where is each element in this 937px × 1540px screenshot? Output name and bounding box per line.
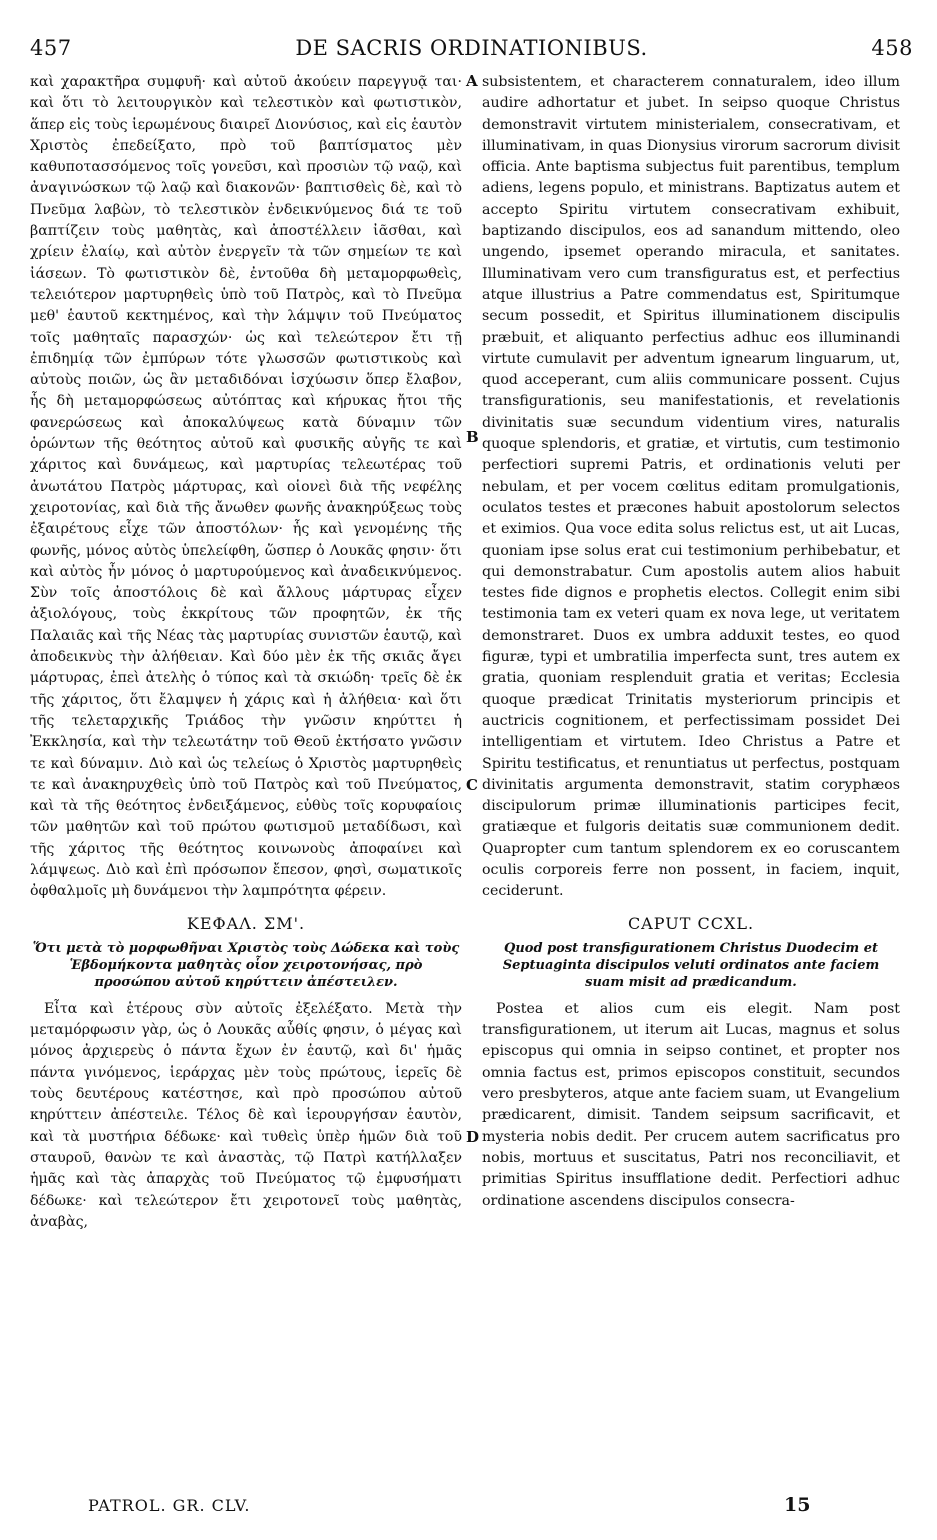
margin-marker-a: A (466, 72, 478, 90)
margin-marker-b: B (466, 428, 479, 446)
greek-chapter-summary: Ὅτι μετὰ τὸ μορφωθῆναι Χριστὸς τοὺς Δώδεκα καὶ τοὺς Ἑβδομήκοντα μαθητὰς οἷον χειροτονήσας, πρὸ προσώπου αὐτοῦ κηρύττειν ἀπέστειλεν. (32, 940, 460, 990)
margin-marker-c: C (466, 776, 478, 794)
greek-paragraph-2: Εἶτα καὶ ἑτέρους σὺν αὐτοῖς ἐξελέξατο. Μετὰ τὴν μεταμόρφωσιν γὰρ, ὡς ὁ Λουκᾶς αὖθίς φησιν, ὁ μέγας καὶ μόνος ἀρχιερεὺς ὁ πάντα ἔχων ἐν ἑαυτῷ, καὶ δι' ἡμᾶς πάντα γινόμενος, ἱεράρχας μὲν τοὺς πρώτους, ἱερεῖς δὲ τοὺς δευτέρους κατέστησε, καὶ πρὸ προσώπου αὐτοῦ κηρύττειν ἀπέστειλε. Τέλος δὲ καὶ ἱερουργήσαν ἑαυτὸν, καὶ τὰ μυστήρια δέδωκε· καὶ τυθεὶς ὑπὲρ ἡμῶν διὰ τοῦ σταυροῦ, θανὼν τε καὶ ἀναστὰς, τῷ Πατρὶ κατήλλαξεν ἡμᾶς καὶ τὰς ἀπαρχὰς τοῦ Πνεύματος τῷ ἐμφυσήματι δέδωκε· καὶ τελεώτερον ἔτι χειροτονεῖ τοὺς μαθητὰς, ἀναβὰς, (30, 1000, 462, 1230)
latin-paragraph-2: Postea et alios cum eis elegit. Nam post transfigurationem, ut iterum ait Lucas, magnus et solus episcopus qui omnia in seipso continet, et propter nos omnia factus est, primos episcopos constituit, secundos vero presbyteros, atque ante faciem suam, ut Evangelium prædicarent, dimisit. Tandem seipsum sacrificavit, et mysteria nobis dedit. Per crucem autem sacrificatus pro nobis, mortuus et suscitatus, Patri nos reconciliavit, et primitias Spiritus insufflatione dedit. Perfectiori adhuc ordinatione ascendens discipulos consecra- (482, 1000, 900, 1209)
greek-column (30, 72, 462, 1233)
margin-marker-d: D (466, 1128, 480, 1146)
greek-paragraph-1: καὶ χαρακτῆρα συμφυῆ· καὶ αὐτοῦ ἀκούειν παρεγγυᾷ ται· καὶ ὅτι τὸ λειτουργικὸν καὶ τελεστικὸν καὶ φωτιστικὸν, ἅπερ εἰς τοὺς ἱερωμένους διαιρεῖ Διονύσιος, καὶ εἰς ἑαυτὸν Χριστὸς ἐπεδείξατο, πρὸ τοῦ βαπτίσματος μὲν καθυποτασσόμενος τοῖς γονεῦσι, καὶ προσιὼν τῷ ναῷ, καὶ ἀναγινώσκων τῷ λαῷ καὶ διακονῶν· βαπτισθεὶς δὲ, καὶ τὸ Πνεῦμα λαβὼν, τὸ τελεστικὸν ἐνδεικνύμενος διά τε τοῦ βαπτίζειν τοὺς μαθητὰς, καὶ ἀποστέλλειν ἰᾶσθαι, καὶ χρίειν ἐλαίῳ, καὶ αὐτὸν ἐνεργεῖν τὰ τῶν σημείων τε καὶ ἰάσεων. Τὸ φωτιστικὸν δὲ, ἐντοῦθα δὴ μεταμορφωθεὶς, τελειότερον μαρτυρηθεὶς ὑπὸ τοῦ Πατρὸς, καὶ τὸ Πνεῦμα μεθ' ἑαυτοῦ κεκτημένος, καὶ τὴν λάμψιν τοῦ Πνεύματος τοῖς μαθηταῖς παρασχών· ὡς καὶ τελεώτερον ἔτι τῇ ἐπιδημίᾳ τῶν ἐμπύρων τότε γλωσσῶν φωτιστικοὺς καὶ αὐτοὺς ποιῶν, ὡς ἂν μεταδιδόναι ἰσχύωσιν ὅπερ ἔλαβον, ἧς δὴ μεταμορφώσεως αὐτόπτας καὶ κήρυκας ἤτοι τῆς φανερώσεως καὶ ἀποκαλύψεως κατὰ δύναμιν τῶν ὁρώντων τῆς θεότητος αὐτοῦ καὶ φυσικῆς αὐγῆς τε καὶ χάριτος καὶ δυνάμεως, καὶ μαρτυρίας τελεωτέρας τοῦ ἀνωτάτου Πατρὸς μάρτυρας, καὶ οἱονεὶ διὰ τῆς νεφέλης χειροτονίας, καὶ διὰ τῆς ἄνωθεν φωνῆς ἀνακηρύξεως τοὺς ἐξαιρέτους εἶχε τῶν ἀποστόλων· ἧς καὶ γενομένης τῆς φωνῆς, μόνος αὐτὸς ὑπελείφθη, ὥσπερ ὁ Λουκᾶς φησιν· ὅτι καὶ αὐτὸς ἦν μόνος ὁ μαρτυρούμενος καὶ ἀναδεικνύμενος. Σὺν τοῖς ἀποστόλοις δὲ καὶ ἄλλους μάρτυρας εἶχεν ἀξιολόγους, τοὺς ἐκκρίτους τῶν προφητῶν, ἐκ τῆς Παλαιᾶς καὶ τῆς Νέας τὰς μαρτυρίας συνιστῶν ἑαυτῷ, καὶ ἀποδεικνὺς τὴν ἀλήθειαν. Καὶ δύο μὲν ἐκ τῆς σκιᾶς ἄγει μάρτυρας, ἐπεὶ ἀτελὴς ὁ τύπος καὶ τὰ σκιώδη· τρεῖς δὲ ἐκ τῆς χάριτος, ὅτι ἔλαμψεν ἡ χάρις καὶ ἡ ἀλήθεια· καὶ ὅτι τῆς τελεταρχικῆς Τριάδος τὴν γνῶσιν κηρύττει ἡ Ἐκκλησία, καὶ τὴν τελεωτάτην τοῦ Θεοῦ ἐκτήσατο γνῶσιν τε καὶ δύναμιν. Διὸ καὶ ὡς τελείως ὁ Χριστὸς μαρτυρηθεὶς τε καὶ ἀνακηρυχθεὶς ὑπὸ τοῦ Πατρὸς καὶ τοῦ Πνεύματος, καὶ τὰ τῆς θεότητος ἐνδειξάμενος, εὐθὺς τοῖς κορυφαίοις τῶν μαθητῶν καὶ τοῦ πρώτου φωτισμοῦ μεταδίδωσι, καὶ τῆς χάριτος τῆς θεότητος κοινωνοὺς ἀποφαίνει καὶ λάμψεως. Διὸ καὶ ἐπὶ πρόσωπον ἔπεσον, φησὶ, σωματικοῖς ὀφθαλμοῖς μὴ δυνάμενοι τὴν λαμπρότητα φέρειν. (30, 74, 462, 900)
latin-chapter-summary: Quod post transfigurationem Christus Duodecim et Septuaginta discipulos veluti ordinatos ante faciem suam misit ad prædicandum. (502, 940, 880, 990)
running-title: DE SACRIS ORDINATIONIBUS. (295, 36, 648, 60)
footer-series-label: PATROL. GR. CLV. (88, 1496, 251, 1515)
page-header (30, 34, 913, 62)
latin-column (482, 72, 900, 1212)
page-number-left: 457 (30, 36, 72, 60)
footer-signature-number: 15 (784, 1494, 811, 1516)
latin-paragraph-1: subsistentem, et characterem connaturalem, ideo illum audire adhortatur et jubet. In seipso quoque Christus demonstravit virtutem ministerialem, consecrativam, et illuminativam, in quas Dionysius virorum sacrorum divisit officia. Ante baptisma subjectus fuit parentibus, templum adiens, legens populo, et ministrans. Baptizatus autem et accepto Spiritu virtutem consecrativam exhibuit, baptizando discipulos, eos ad sanandum mittendo, oleo ungendo, ipsemet operando miracula, et sanitates. Illuminativam vero cum transfiguratus est, et perfectius atque illustrius a Patre commendatus est, Spiritumque secum possedit, et Spiritus illuminationem discipulis præbuit, et aliquanto perfectius adhuc eos illuminandi virtute cumulavit per adventum ignearum linguarum, ut, quod acceperant, cum aliis communicare possent. Cujus transfigurationis, seu manifestationis, et revelationis divinitatis suæ secundum videntium vires, naturalis quoque splendoris, et gratiæ, et virtutis, cum testimonio perfectiori supremi Patris, et ordinationis veluti per nebulam, et per vocem cœlitus editam promulgationis, oculatos testes et præcones habuit apostolorum selectos et eximios. Qua voce edita solus relictus est, ut ait Lucas, quoniam ipse solus erat cui testimonium perhibebatur, et qui demonstrabatur. Cum apostolis autem alios habuit testes fide dignos e prophetis electos. Collegit enim sibi testimonia tam ex veteri quam ex nova lege, ut veritatem demonstraret. Duos ex umbra adduxit testes, eo quod figuræ, typi et umbratilia imperfecta sunt, tres autem ex gratia, quoniam resplenduit gratia et veritas; Ecclesia quoque prædicat Trinitatis mysteriorum principis et auctricis cognitionem, et perfectissimam possidet Dei intelligentiam et virtutem. Ideo Christus a Patre et Spiritu testificatus, et renuntiatus ut perfectus, postquam divinitatis argumenta demonstravit, statim coryphæos discipulorum primæ illuminationis participes fecit, gratiæque et fulgoris deitatis suæ communionem dedit. Quapropter cum tantum splendorem ex eo coruscantem oculis corporeis ferre non possent, in faciem, inquit, ceciderunt. (482, 74, 900, 900)
greek-chapter-title: ΚΕΦΑΛ. ΣΜ'. (186, 913, 306, 933)
latin-chapter-title: CAPUT CCXL. (627, 913, 755, 933)
page-number-right: 458 (871, 36, 913, 60)
